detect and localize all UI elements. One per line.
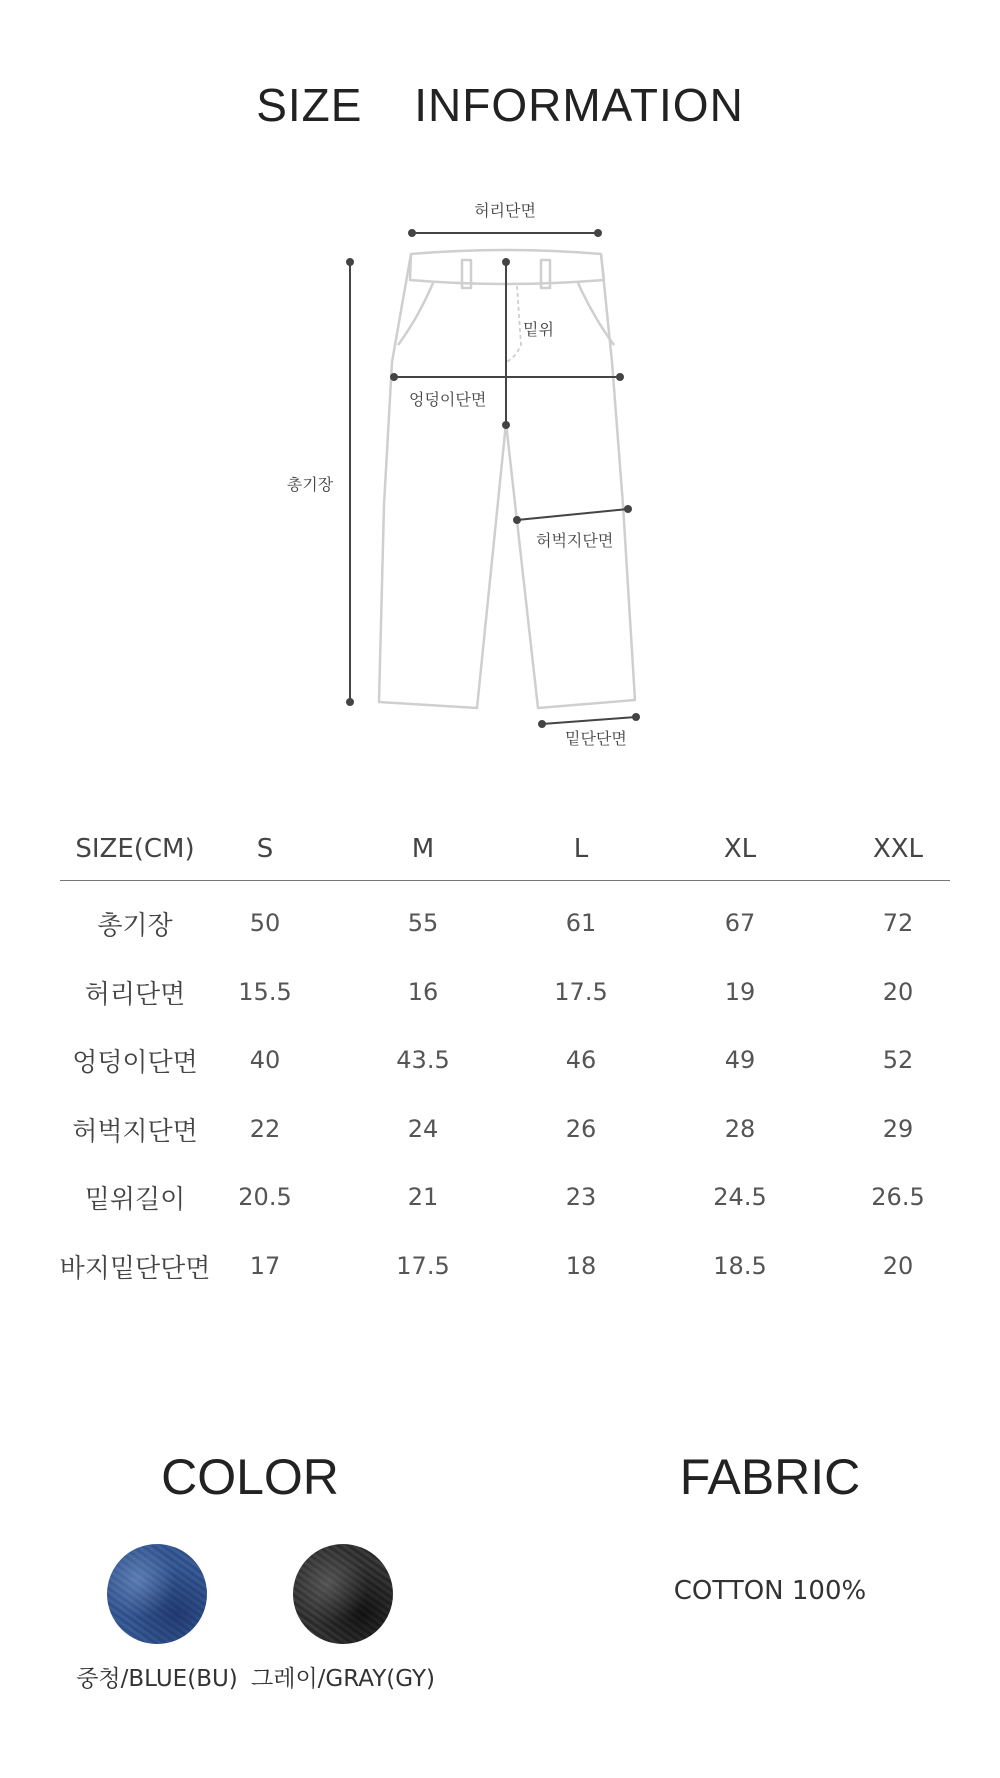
table-cell: 40	[249, 1046, 281, 1074]
table-cell: 61	[565, 909, 597, 937]
diagram-label-rise: 밑위	[523, 320, 554, 339]
row-label: 허벅지단면	[72, 1116, 198, 1147]
diagram-label-hip: 엉덩이단면	[409, 390, 487, 409]
header-l: L	[573, 834, 589, 864]
color-label-blue: 중청/BLUE(BU)	[76, 1666, 238, 1692]
table-cell: 50	[249, 909, 281, 937]
table-cell: 18.5	[713, 1251, 767, 1280]
table-cell: 18	[565, 1251, 597, 1280]
table-cell: 24.5	[713, 1183, 767, 1211]
diagram-label-thigh: 허벅지단면	[536, 531, 614, 550]
table-cell: 26.5	[871, 1183, 925, 1211]
header-xxl: XXL	[872, 834, 924, 864]
color-label-gray: 그레이/GRAY(GY)	[251, 1666, 435, 1692]
color-swatch-gray	[293, 1544, 393, 1644]
pants-measurement-diagram	[0, 0, 1000, 760]
row-label: 총기장	[97, 911, 173, 941]
table-row	[60, 1018, 950, 1087]
page-title: SIZE INFORMATION	[256, 79, 744, 131]
table-cell: 20	[882, 1251, 914, 1280]
table-cell: 22	[249, 1114, 281, 1143]
table-cell: 17.5	[396, 1251, 450, 1280]
header-size-cm: SIZE(CM)	[75, 834, 195, 864]
row-label: 밑위길이	[84, 1185, 186, 1215]
diagram-label-total-length: 총기장	[286, 475, 334, 494]
table-cell: 19	[724, 977, 756, 1006]
row-label: 엉덩이단면	[72, 1048, 198, 1078]
color-section-title: COLOR	[161, 1449, 339, 1505]
table-cell: 55	[407, 909, 439, 937]
header-xl: XL	[723, 834, 757, 864]
table-cell: 67	[724, 909, 756, 937]
fabric-section-title: FABRIC	[679, 1449, 861, 1505]
hem-measure-line	[542, 717, 636, 724]
table-cell: 49	[724, 1046, 756, 1074]
color-swatch-blue	[107, 1544, 207, 1644]
table-cell: 15.5	[238, 977, 292, 1006]
header-m: M	[411, 834, 435, 864]
fabric-composition: COTTON 100%	[673, 1576, 867, 1606]
table-cell: 72	[882, 909, 914, 937]
table-cell: 21	[407, 1183, 439, 1211]
table-cell: 29	[882, 1114, 914, 1143]
table-cell: 28	[724, 1114, 756, 1143]
table-cell: 23	[565, 1183, 597, 1211]
table-row	[60, 881, 950, 950]
table-cell: 52	[882, 1046, 914, 1074]
thigh-measure-line	[517, 509, 628, 520]
table-row	[60, 950, 950, 1019]
pocket-right	[578, 283, 614, 345]
table-cell: 46	[565, 1046, 597, 1074]
table-cell: 20	[882, 977, 914, 1006]
table-cell: 24	[407, 1114, 439, 1143]
fly-stitch	[505, 286, 521, 362]
table-row	[60, 1155, 950, 1224]
table-cell: 26	[565, 1114, 597, 1143]
row-label: 허리단면	[84, 979, 186, 1010]
diagram-label-hem: 밑단단면	[565, 729, 627, 748]
diagram-label-waist: 허리단면	[474, 201, 536, 220]
size-table	[60, 818, 950, 1292]
table-cell: 20.5	[238, 1183, 292, 1211]
table-cell: 43.5	[396, 1046, 450, 1074]
table-cell: 17	[249, 1251, 281, 1280]
size-table-header	[60, 818, 950, 881]
table-row	[60, 1224, 950, 1293]
header-s: S	[256, 834, 274, 864]
table-cell: 16	[407, 977, 439, 1006]
table-row	[60, 1087, 950, 1156]
table-cell: 17.5	[554, 977, 608, 1006]
row-label: 바지밑단단면	[59, 1253, 211, 1284]
